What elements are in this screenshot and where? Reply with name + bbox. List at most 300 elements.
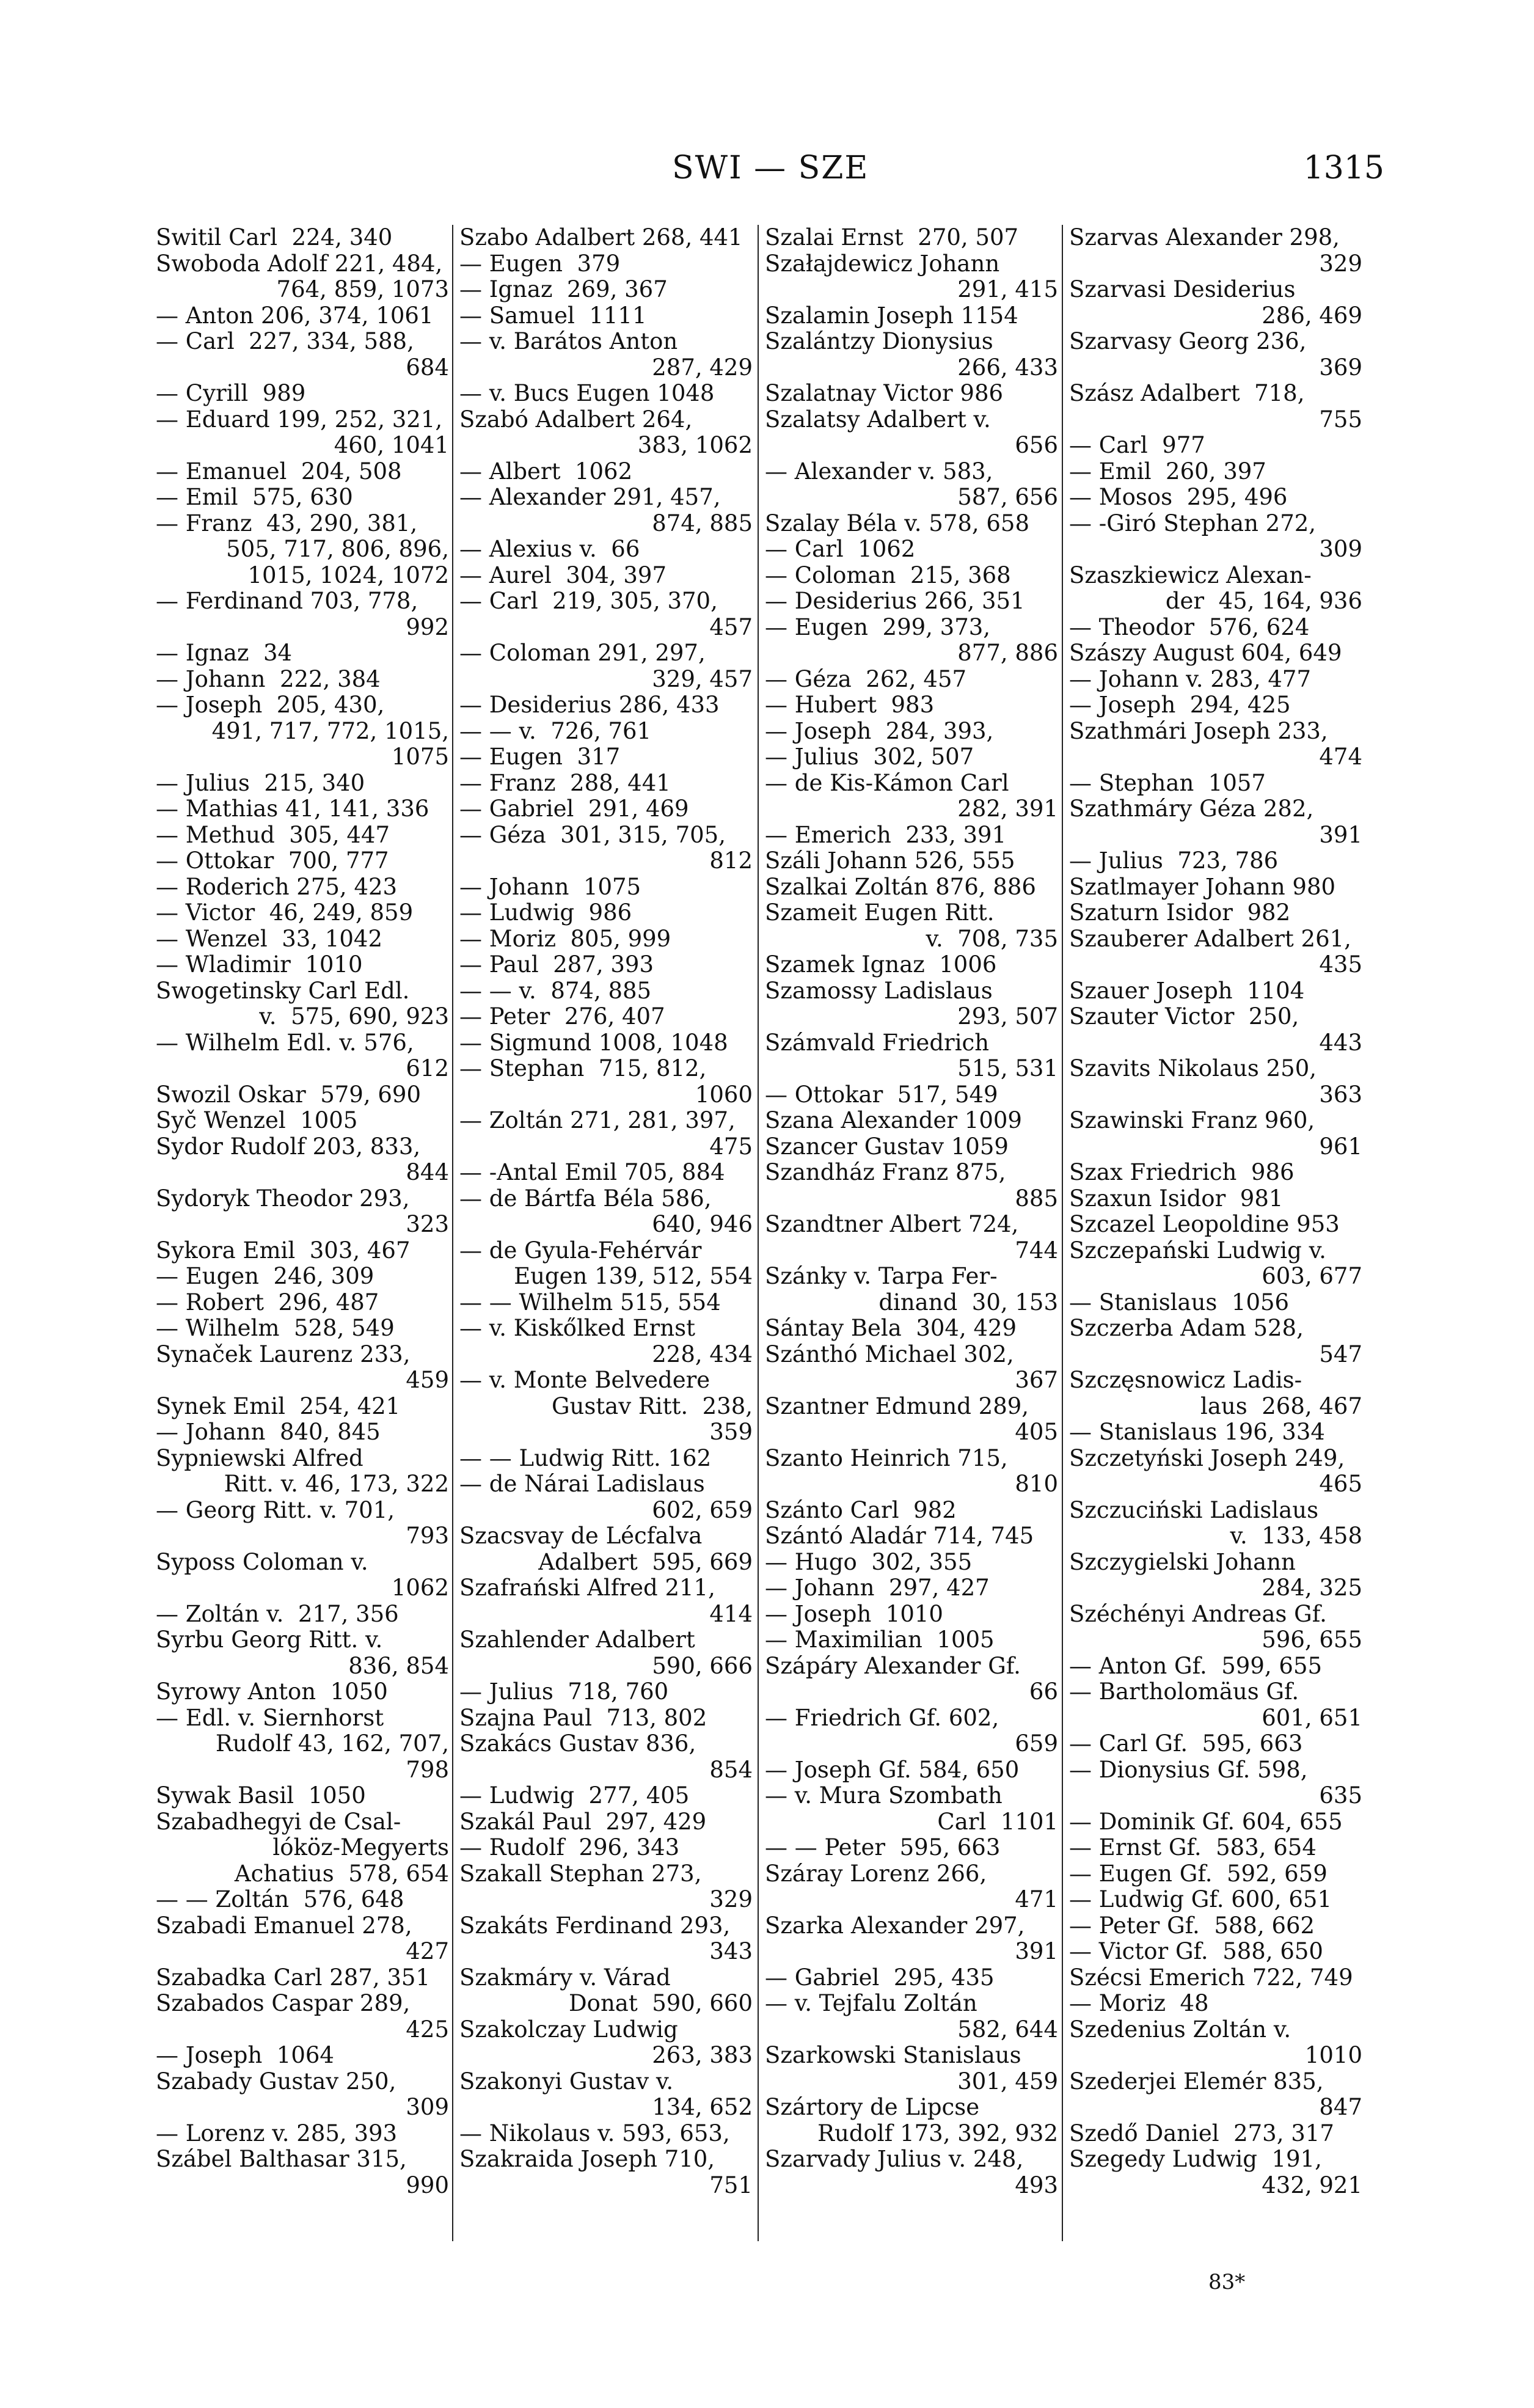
index-entry: — Robert 296, 487 xyxy=(156,1289,379,1316)
index-entry: — Albert 1062 xyxy=(459,458,633,485)
index-entry: Szczęsnowicz Ladis- xyxy=(1069,1367,1302,1393)
index-entry: — Alexander v. 583, xyxy=(765,458,993,485)
index-entry: 286, 469 xyxy=(1262,302,1362,329)
index-entry: 369 xyxy=(1319,354,1362,381)
index-entry: 425 xyxy=(406,2016,449,2043)
index-entry: Szacsvay de Lécfalva xyxy=(459,1523,703,1549)
index-entry: — Victor Gf. 588, 650 xyxy=(1069,1938,1323,1964)
index-entry: 1010 xyxy=(1304,2042,1362,2068)
index-entry: Szarvas Alexander 298, xyxy=(1069,225,1340,251)
index-entry: — Emil 575, 630 xyxy=(156,484,353,510)
index-entry: — Ernst Gf. 583, 654 xyxy=(1069,1834,1317,1861)
index-entry: 329 xyxy=(709,1886,753,1912)
index-entry: 847 xyxy=(1319,2094,1362,2120)
index-entry: 992 xyxy=(406,613,449,640)
index-entry: Sydor Rudolf 203, 833, xyxy=(156,1133,421,1160)
index-entry: 460, 1041 xyxy=(334,432,449,458)
index-entry: — Joseph 1010 xyxy=(765,1600,943,1627)
index-entry: 635 xyxy=(1319,1782,1362,1809)
index-entry: Achatius 578, 654 xyxy=(234,1860,449,1887)
index-entry: — Joseph Gf. 584, 650 xyxy=(765,1756,1020,1783)
index-entry: — Hubert 983 xyxy=(765,692,935,718)
index-entry: 287, 429 xyxy=(652,354,753,381)
index-entry: 391 xyxy=(1015,1938,1058,1964)
index-entry: 844 xyxy=(406,1159,449,1185)
index-entry: — Ottokar 700, 777 xyxy=(156,847,389,874)
index-entry: — Stephan 715, 812, xyxy=(459,1055,707,1081)
index-entry: — Desiderius 286, 433 xyxy=(459,692,720,718)
index-entry: Szafrański Alfred 211, xyxy=(459,1575,715,1601)
index-entry: Szabados Caspar 289, xyxy=(156,1990,411,2016)
index-entry: 874, 885 xyxy=(652,510,753,536)
index-entry: — — v. 874, 885 xyxy=(459,977,652,1004)
index-entry: 1062 xyxy=(391,1575,449,1601)
page-number: 1315 xyxy=(1303,150,1384,186)
index-entry: Syposs Coloman v. xyxy=(156,1548,368,1575)
index-entry: 684 xyxy=(406,354,449,381)
index-entry: 457 xyxy=(709,613,753,640)
index-entry: 474 xyxy=(1319,744,1362,770)
index-entry: Szalay Béla v. 578, 658 xyxy=(765,510,1029,536)
index-entry: 363 xyxy=(1319,1081,1362,1108)
index-entry: 301, 459 xyxy=(957,2068,1058,2095)
index-entry: — — Ludwig Ritt. 162 xyxy=(459,1444,712,1471)
index-entry: — Eugen Gf. 592, 659 xyxy=(1069,1860,1328,1887)
index-entry: Szalamin Joseph 1154 xyxy=(765,302,1018,329)
index-entry: — Julius 723, 786 xyxy=(1069,847,1279,874)
index-entry: Rudolf 43, 162, 707, xyxy=(215,1730,449,1757)
index-entry: 601, 651 xyxy=(1262,1704,1362,1731)
index-entry: Szánto Carl 982 xyxy=(765,1496,957,1523)
index-entry: Szahlender Adalbert xyxy=(459,1627,695,1653)
index-entry: Szaturn Isidor 982 xyxy=(1069,899,1291,926)
index-entry: — Carl 219, 305, 370, xyxy=(459,588,718,614)
index-entry: 755 xyxy=(1319,406,1362,433)
index-entry: Szax Friedrich 986 xyxy=(1069,1159,1295,1185)
index-entry: 293, 507 xyxy=(957,1003,1058,1030)
index-column-1 xyxy=(156,225,449,2315)
index-entry: Switil Carl 224, 340 xyxy=(156,225,393,251)
index-entry: Szaxun Isidor 981 xyxy=(1069,1185,1284,1212)
index-entry: — Wilhelm 528, 549 xyxy=(156,1315,395,1341)
index-entry: 367 xyxy=(1015,1367,1058,1393)
index-entry: 744 xyxy=(1015,1237,1058,1264)
index-entry: — Wilhelm Edl. v. 576, xyxy=(156,1029,414,1056)
index-entry: 812 xyxy=(709,847,753,874)
index-entry: Ritt. v. 46, 173, 322 xyxy=(224,1471,449,1497)
index-entry: Szász Adalbert 718, xyxy=(1069,380,1305,406)
index-entry: 596, 655 xyxy=(1262,1627,1362,1653)
index-entry: — Zoltán 271, 281, 397, xyxy=(459,1107,736,1133)
index-entry: — Eugen 379 xyxy=(459,250,621,277)
index-entry: — Zoltán v. 217, 356 xyxy=(156,1600,399,1627)
index-entry: Szczetyński Joseph 249, xyxy=(1069,1444,1345,1471)
index-entry: Szarvasi Desiderius xyxy=(1069,276,1296,302)
index-entry: Szederjei Elemér 835, xyxy=(1069,2068,1324,2095)
index-entry: — v. Mura Szombath xyxy=(765,1782,1003,1809)
index-entry: — Coloman 215, 368 xyxy=(765,562,1011,588)
index-entry: 263, 383 xyxy=(652,2042,753,2068)
index-entry: — Ludwig 277, 405 xyxy=(459,1782,690,1809)
index-entry: — Ludwig 986 xyxy=(459,899,632,926)
index-entry: Szathmáry Géza 282, xyxy=(1069,796,1314,822)
index-entry: Szczerba Adam 528, xyxy=(1069,1315,1304,1341)
index-entry: — Johann 840, 845 xyxy=(156,1419,381,1445)
index-entry: — Cyrill 989 xyxy=(156,380,306,406)
index-entry: v. 708, 735 xyxy=(926,925,1058,952)
index-entry: Szászy August 604, 649 xyxy=(1069,640,1342,666)
index-entry: Szczepański Ludwig v. xyxy=(1069,1237,1326,1264)
index-entry: Szauer Joseph 1104 xyxy=(1069,977,1305,1004)
index-entry: — de Kis-Kámon Carl xyxy=(765,769,1009,796)
index-entry: Szártory de Lipcse xyxy=(765,2094,980,2120)
index-entry: — Franz 288, 441 xyxy=(459,769,671,796)
index-entry: — Joseph 1064 xyxy=(156,2042,334,2068)
index-entry: Szalántzy Dionysius xyxy=(765,328,993,354)
index-entry: — Hugo 302, 355 xyxy=(765,1548,973,1575)
index-entry: — Dionysius Gf. 598, xyxy=(1069,1756,1308,1783)
index-entry: 493 xyxy=(1015,2172,1058,2198)
signature-mark: 83* xyxy=(1208,2270,1246,2294)
index-entry: Szakraida Joseph 710, xyxy=(459,2146,715,2172)
index-entry: — Coloman 291, 297, xyxy=(459,640,706,666)
index-entry: v. 133, 458 xyxy=(1230,1523,1362,1549)
index-entry: — Ignaz 34 xyxy=(156,640,293,666)
index-entry: Syrowy Anton 1050 xyxy=(156,1678,388,1705)
index-entry: 291, 415 xyxy=(957,276,1058,302)
index-entry: — Peter 276, 407 xyxy=(459,1003,665,1030)
index-entry: Szandház Franz 875, xyxy=(765,1159,1006,1185)
index-entry: — Ottokar 517, 549 xyxy=(765,1081,998,1108)
index-entry: — Georg Ritt. v. 701, xyxy=(156,1496,395,1523)
index-entry: 603, 677 xyxy=(1262,1263,1362,1289)
index-entry: Rudolf 173, 392, 932 xyxy=(817,2120,1058,2146)
index-entry: 282, 391 xyxy=(957,796,1058,822)
index-entry: — Stephan 1057 xyxy=(1069,769,1266,796)
index-entry: Szedő Daniel 273, 317 xyxy=(1069,2120,1334,2146)
index-entry: 391 xyxy=(1319,821,1362,848)
index-entry: 284, 325 xyxy=(1262,1575,1362,1601)
index-entry: 309 xyxy=(406,2094,449,2120)
index-entry: Szakács Gustav 836, xyxy=(459,1730,696,1757)
index-entry: Száray Lorenz 266, xyxy=(765,1860,987,1887)
index-entry: — Ludwig Gf. 600, 651 xyxy=(1069,1886,1332,1912)
index-entry: Szegedy Ludwig 191, xyxy=(1069,2146,1322,2172)
index-entry: 459 xyxy=(406,1367,449,1393)
index-entry: 491, 717, 772, 1015, xyxy=(211,717,449,744)
index-entry: 854 xyxy=(709,1756,753,1783)
index-entry: 329, 457 xyxy=(652,665,753,692)
column-rule xyxy=(452,225,453,2241)
index-entry: 323 xyxy=(406,1211,449,1237)
index-entry: — Aurel 304, 397 xyxy=(459,562,667,588)
index-entry: 793 xyxy=(406,1523,449,1549)
index-entry: Szarkowski Stanislaus xyxy=(765,2042,1021,2068)
index-entry: Gustav Ritt. 238, xyxy=(551,1392,753,1419)
index-entry: — de Bártfa Béla 586, xyxy=(459,1185,712,1212)
index-entry: — Friedrich Gf. 602, xyxy=(765,1704,999,1731)
index-column-4 xyxy=(1069,225,1362,2315)
index-entry: — — Zoltán 576, 648 xyxy=(156,1886,404,1912)
index-entry: — Dominik Gf. 604, 655 xyxy=(1069,1808,1343,1835)
index-entry: — Johann 1075 xyxy=(459,873,641,900)
index-entry: — Julius 302, 507 xyxy=(765,744,974,770)
index-entry: — -Giró Stephan 272, xyxy=(1069,510,1317,536)
index-entry: — Samuel 1111 xyxy=(459,302,647,329)
index-entry: — Julius 718, 760 xyxy=(459,1678,669,1705)
index-entry: — Wladimir 1010 xyxy=(156,951,363,978)
index-entry: Szauberer Adalbert 261, xyxy=(1069,925,1351,952)
index-entry: — Theodor 576, 624 xyxy=(1069,613,1310,640)
index-entry: Szczuciński Ladislaus xyxy=(1069,1496,1319,1523)
index-entry: — -Antal Emil 705, 884 xyxy=(459,1159,725,1185)
index-entry: Szczygielski Johann xyxy=(1069,1548,1296,1575)
index-entry: — Mosos 295, 496 xyxy=(1069,484,1288,510)
index-entry: 435 xyxy=(1319,951,1362,978)
index-entry: Donat 590, 660 xyxy=(569,1990,753,2016)
index-entry: Szakall Stephan 273, xyxy=(459,1860,702,1887)
index-entry: Szedenius Zoltán v. xyxy=(1069,2016,1291,2043)
index-entry: Synaček Laurenz 233, xyxy=(156,1341,411,1367)
index-entry: 877, 886 xyxy=(957,640,1058,666)
index-entry: 885 xyxy=(1015,1185,1058,1212)
index-entry: 1060 xyxy=(695,1081,753,1108)
index-entry: — Eugen 299, 373, xyxy=(765,613,991,640)
index-entry: — — v. 726, 761 xyxy=(459,717,652,744)
index-entry: Szałajdewicz Johann xyxy=(765,250,1000,277)
index-entry: — Rudolf 296, 343 xyxy=(459,1834,680,1861)
index-entry: Szécsi Emerich 722, 749 xyxy=(1069,1964,1353,1991)
index-entry: — Joseph 205, 430, xyxy=(156,692,385,718)
index-entry: — Moriz 48 xyxy=(1069,1990,1209,2016)
index-entry: Szalai Ernst 270, 507 xyxy=(765,225,1019,251)
index-entry: — Nikolaus v. 593, 653, xyxy=(459,2120,730,2146)
index-entry: — Joseph 284, 393, xyxy=(765,717,994,744)
index-entry: 798 xyxy=(406,1756,449,1783)
index-entry: Szalkai Zoltán 876, 886 xyxy=(765,873,1036,900)
index-entry: der 45, 164, 936 xyxy=(1165,588,1362,614)
index-entry: — Ferdinand 703, 778, xyxy=(156,588,418,614)
index-entry: — Sigmund 1008, 1048 xyxy=(459,1029,728,1056)
index-entry: Swoboda Adolf 221, 484, xyxy=(156,250,443,277)
index-entry: dinand 30, 153 xyxy=(878,1289,1058,1316)
index-entry: v. 575, 690, 923 xyxy=(259,1003,449,1030)
index-entry: Szavits Nikolaus 250, xyxy=(1069,1055,1317,1081)
index-entry: 836, 854 xyxy=(348,1652,449,1679)
index-entry: 764, 859, 1073 xyxy=(276,276,449,302)
index-entry: — Maximilian 1005 xyxy=(765,1627,995,1653)
index-entry: Syrbu Georg Ritt. v. xyxy=(156,1627,383,1653)
index-entry: Szathmári Joseph 233, xyxy=(1069,717,1328,744)
index-entry: — Emerich 233, 391 xyxy=(765,821,1007,848)
index-entry: — Gabriel 291, 469 xyxy=(459,796,689,822)
index-entry: 471 xyxy=(1015,1886,1058,1912)
index-entry: 590, 666 xyxy=(652,1652,753,1679)
index-entry: Szántó Aladár 714, 745 xyxy=(765,1523,1034,1549)
index-entry: Carl 1101 xyxy=(937,1808,1058,1835)
running-head: SWI — SZE xyxy=(672,150,869,186)
index-entry: 582, 644 xyxy=(957,2016,1058,2043)
index-entry: — Peter Gf. 588, 662 xyxy=(1069,1912,1315,1939)
index-entry: Szantner Edmund 289, xyxy=(765,1392,1029,1419)
index-entry: — Paul 287, 393 xyxy=(459,951,654,978)
index-entry: 515, 531 xyxy=(957,1055,1058,1081)
index-entry: — Johann 297, 427 xyxy=(765,1575,990,1601)
index-entry: 414 xyxy=(709,1600,753,1627)
index-entry: — Stanislaus 196, 334 xyxy=(1069,1419,1325,1445)
index-entry: 228, 434 xyxy=(652,1341,753,1367)
index-entry: 810 xyxy=(1015,1471,1058,1497)
index-entry: — v. Tejfalu Zoltán xyxy=(765,1990,977,2016)
index-entry: 505, 717, 806, 896, xyxy=(226,536,449,562)
index-entry: — Edl. v. Siernhorst xyxy=(156,1704,384,1731)
index-entry: Szabady Gustav 250, xyxy=(156,2068,396,2095)
index-entry: Szakál Paul 297, 429 xyxy=(459,1808,707,1835)
index-entry: Szawinski Franz 960, xyxy=(1069,1107,1315,1133)
index-entry: Szarvady Julius v. 248, xyxy=(765,2146,1024,2172)
index-entry: Szameit Eugen Ritt. xyxy=(765,899,995,926)
index-entry: — Franz 43, 290, 381, xyxy=(156,510,418,536)
index-entry: — Emanuel 204, 508 xyxy=(156,458,402,485)
index-entry: — Desiderius 266, 351 xyxy=(765,588,1025,614)
index-entry: 405 xyxy=(1015,1419,1058,1445)
index-entry: 640, 946 xyxy=(652,1211,753,1237)
index-entry: — Julius 215, 340 xyxy=(156,769,365,796)
index-entry: — Bartholomäus Gf. xyxy=(1069,1678,1299,1705)
index-entry: — Methud 305, 447 xyxy=(156,821,390,848)
index-entry: — Géza 301, 315, 705, xyxy=(459,821,726,848)
index-entry: Szakáts Ferdinand 293, xyxy=(459,1912,731,1939)
index-entry: — Anton 206, 374, 1061 xyxy=(156,302,434,329)
index-entry: 266, 433 xyxy=(957,354,1058,381)
index-entry: 656 xyxy=(1015,432,1058,458)
index-entry: — Alexander 291, 457, xyxy=(459,484,721,510)
index-entry: 547 xyxy=(1319,1341,1362,1367)
index-entry: Eugen 139, 512, 554 xyxy=(514,1263,753,1289)
index-entry: — Carl 977 xyxy=(1069,432,1205,458)
index-entry: Szánthó Michael 302, xyxy=(765,1341,1014,1367)
index-entry: — v. Barátos Anton xyxy=(459,328,678,354)
index-entry: Szalatsy Adalbert v. xyxy=(765,406,991,433)
index-entry: Szalatnay Victor 986 xyxy=(765,380,1004,406)
index-entry: 465 xyxy=(1319,1471,1362,1497)
index-entry: — Stanislaus 1056 xyxy=(1069,1289,1290,1316)
index-entry: laus 268, 467 xyxy=(1200,1392,1362,1419)
index-entry: — v. Kiskőlked Ernst xyxy=(459,1315,695,1341)
index-entry: — de Nárai Ladislaus xyxy=(459,1471,705,1497)
index-entry: — Eugen 317 xyxy=(459,744,621,770)
index-entry: — de Gyula-Fehérvár xyxy=(459,1237,702,1264)
index-entry: Swogetinsky Carl Edl. xyxy=(156,977,410,1004)
index-entry: Szamossy Ladislaus xyxy=(765,977,993,1004)
index-entry: 432, 921 xyxy=(1262,2172,1362,2198)
index-entry: Syč Wenzel 1005 xyxy=(156,1107,358,1133)
index-entry: — Wenzel 33, 1042 xyxy=(156,925,383,952)
index-entry: Szaszkiewicz Alexan- xyxy=(1069,562,1312,588)
index-entry: — Ignaz 269, 367 xyxy=(459,276,668,302)
index-entry: Szakolczay Ludwig xyxy=(459,2016,678,2043)
index-entry: Adalbert 595, 669 xyxy=(538,1548,753,1575)
index-entry: — — Wilhelm 515, 554 xyxy=(459,1289,721,1316)
index-entry: 343 xyxy=(709,1938,753,1964)
index-entry: 612 xyxy=(406,1055,449,1081)
index-entry: Szauter Victor 250, xyxy=(1069,1003,1299,1030)
index-entry: lóköz-Megyerts xyxy=(272,1834,449,1861)
index-entry: Szarka Alexander 297, xyxy=(765,1912,1025,1939)
index-entry: — Johann v. 283, 477 xyxy=(1069,665,1311,692)
index-entry: — Anton Gf. 599, 655 xyxy=(1069,1652,1323,1679)
index-entry: Szápáry Alexander Gf. xyxy=(765,1652,1021,1679)
index-entry: Szatlmayer Johann 980 xyxy=(1069,873,1336,900)
index-entry: 383, 1062 xyxy=(637,432,753,458)
index-entry: Széchényi Andreas Gf. xyxy=(1069,1600,1327,1627)
index-entry: — Roderich 275, 423 xyxy=(156,873,398,900)
index-entry: — Carl Gf. 595, 663 xyxy=(1069,1730,1303,1757)
index-entry: 359 xyxy=(709,1419,753,1445)
index-entry: — Carl 1062 xyxy=(765,536,916,562)
index-entry: Szabadka Carl 287, 351 xyxy=(156,1964,430,1991)
index-entry: 443 xyxy=(1319,1029,1362,1056)
index-entry: Szabo Adalbert 268, 441 xyxy=(459,225,743,251)
index-entry: — Alexius v. 66 xyxy=(459,536,640,562)
page-header xyxy=(0,150,1534,199)
index-entry: — Carl 227, 334, 588, xyxy=(156,328,414,354)
index-entry: Szancer Gustav 1059 xyxy=(765,1133,1009,1160)
index-entry: Szcazel Leopoldine 953 xyxy=(1069,1211,1340,1237)
index-entry: Synek Emil 254, 421 xyxy=(156,1392,401,1419)
index-entry: Sykora Emil 303, 467 xyxy=(156,1237,411,1264)
index-entry: Szamek Ignaz 1006 xyxy=(765,951,997,978)
index-entry: 587, 656 xyxy=(957,484,1058,510)
index-entry: Sydoryk Theodor 293, xyxy=(156,1185,410,1212)
index-entry: Sántay Bela 304, 429 xyxy=(765,1315,1017,1341)
index-entry: Sywak Basil 1050 xyxy=(156,1782,366,1809)
index-entry: — v. Monte Belvedere xyxy=(459,1367,710,1393)
index-entry: Szánky v. Tarpa Fer- xyxy=(765,1263,998,1289)
index-entry: Szana Alexander 1009 xyxy=(765,1107,1022,1133)
index-entry: Swozil Oskar 579, 690 xyxy=(156,1081,421,1108)
index-entry: 134, 652 xyxy=(652,2094,753,2120)
index-entry: 66 xyxy=(1029,1678,1058,1705)
index-entry: Számvald Friedrich xyxy=(765,1029,990,1056)
index-column-3 xyxy=(765,225,1058,2315)
index-entry: — Eduard 199, 252, 321, xyxy=(156,406,443,433)
index-entry: 427 xyxy=(406,1938,449,1964)
index-entry: Szabadhegyi de Csal- xyxy=(156,1808,401,1835)
index-entry: 659 xyxy=(1015,1730,1058,1757)
index-entry: — Lorenz v. 285, 393 xyxy=(156,2120,398,2146)
index-entry: Száli Johann 526, 555 xyxy=(765,847,1015,874)
index-entry: 329 xyxy=(1319,250,1362,277)
index-entry: 602, 659 xyxy=(652,1496,753,1523)
index-entry: Szandtner Albert 724, xyxy=(765,1211,1019,1237)
index-entry: Szábel Balthasar 315, xyxy=(156,2146,407,2172)
column-rule xyxy=(758,225,759,2241)
index-entry: — Emil 260, 397 xyxy=(1069,458,1266,485)
index-entry: Sypniewski Alfred xyxy=(156,1444,363,1471)
index-column-2 xyxy=(459,225,753,2315)
index-entry: — Joseph 294, 425 xyxy=(1069,692,1291,718)
index-entry: 475 xyxy=(709,1133,753,1160)
index-entry: — v. Bucs Eugen 1048 xyxy=(459,380,715,406)
index-entry: 1075 xyxy=(391,744,449,770)
index-entry: — Victor 46, 249, 859 xyxy=(156,899,414,926)
index-entry: Szakmáry v. Várad xyxy=(459,1964,671,1991)
index-entry: 309 xyxy=(1319,536,1362,562)
column-rule xyxy=(1062,225,1063,2241)
index-entry: — Mathias 41, 141, 336 xyxy=(156,796,429,822)
index-entry: 961 xyxy=(1319,1133,1362,1160)
